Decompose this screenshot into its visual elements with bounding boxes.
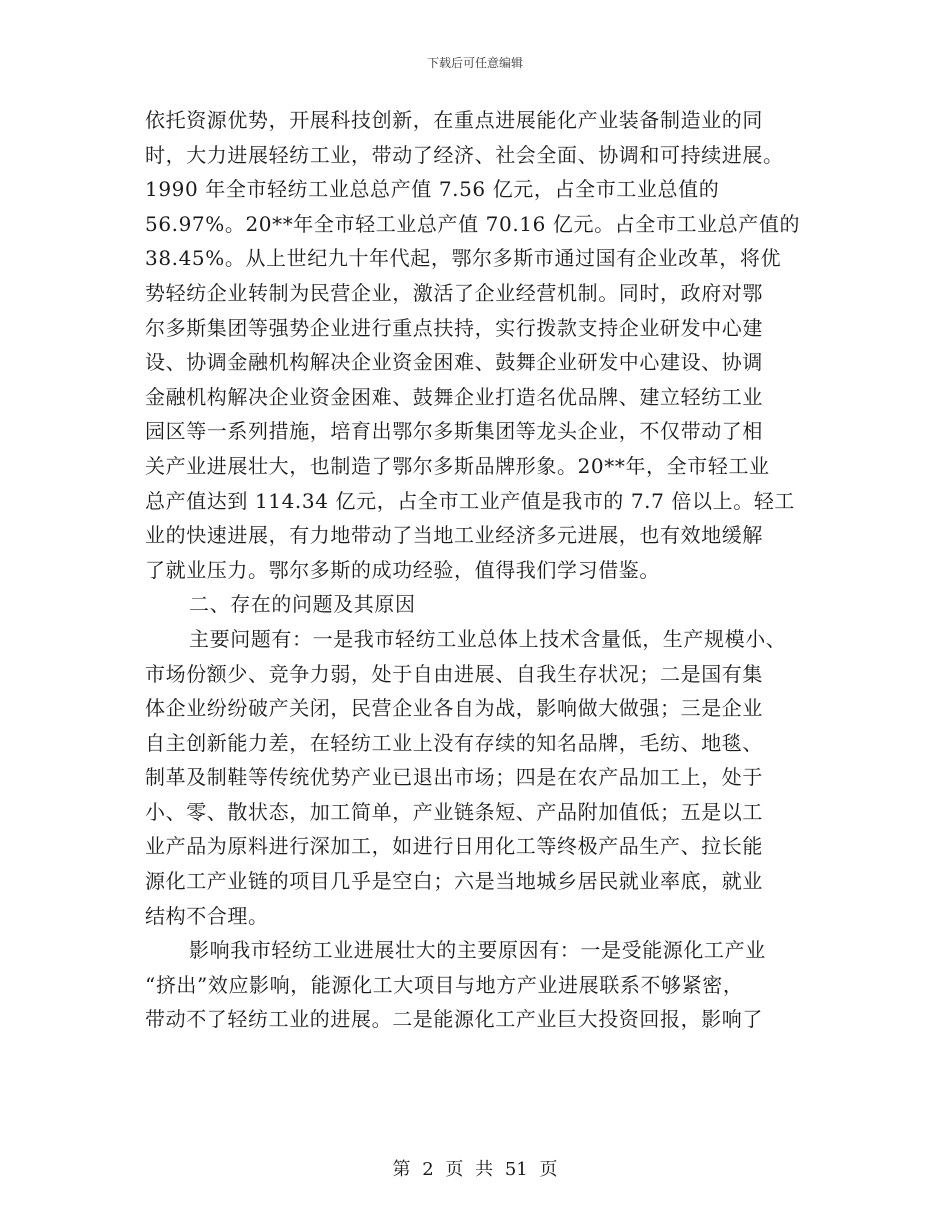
text-line: 制革及制鞋等传统优势产业已退出市场；四是在农产品加工上，处于 <box>145 765 763 790</box>
text-line: 56.97%。20**年全市轻工业总产值 70.16 亿元。占全市工业总产值的 <box>145 211 801 236</box>
text-line: 依托资源优势，开展科技创新，在重点进展能化产业装备制造业的同 <box>145 108 763 132</box>
text-line: 园区等一系列措施，培育出鄂尔多斯集团等龙头企业，不仅带动了相 <box>145 419 763 444</box>
text-line: 1990 年全市轻纺工业总总产值 7.56 亿元，占全市工业总值的 <box>145 177 720 202</box>
text-line: 结构不合理。 <box>145 903 269 928</box>
text-line: 总产值达到 114.34 亿元，占全市工业产值是我市的 7.7 倍以上。轻工 <box>145 488 796 513</box>
document-body <box>145 103 805 1037</box>
paragraph-start-line: 影响我市轻纺工业进展壮大的主要原因有：一是受能源化工产业 <box>189 938 766 963</box>
text-line: 设、协调金融机构解决企业资金困难、鼓舞企业研发中心建设、协调 <box>145 350 763 375</box>
page-header: 下载后可任意编辑 <box>426 56 523 70</box>
text-line: 业的快速进展，有力地带动了当地工业经济多元进展，也有效地缓解 <box>145 523 763 548</box>
text-line: 自主创新能力差，在轻纺工业上没有存续的知名品牌，毛纺、地毯、 <box>145 730 763 755</box>
text-line: 小、零、散状态，加工简单，产业链条短、产品附加值低；五是以工 <box>145 799 763 824</box>
text-line: 38.45%。从上世纪九十年代起，鄂尔多斯市通过国有企业改革，将优 <box>145 246 782 271</box>
text-line: 势轻纺企业转制为民营企业，激活了企业经营机制。同时，政府对鄂 <box>145 280 763 305</box>
text-line: 时，大力进展轻纺工业，带动了经济、社会全面、协调和可持续进展。 <box>145 142 784 167</box>
text-line: 金融机构解决企业资金困难、鼓舞企业打造名优品牌、建立轻纺工业 <box>145 384 763 409</box>
text-line: 市场份额少、竞争力弱，处于自由进展、自我生存状况；二是国有集 <box>145 661 763 686</box>
text-line: 带动不了轻纺工业的进展。二是能源化工产业巨大投资回报，影响了 <box>145 1007 763 1032</box>
text-line: 源化工产业链的项目几乎是空白；六是当地城乡居民就业率底，就业 <box>145 869 763 894</box>
text-line: 关产业进展壮大，也制造了鄂尔多斯品牌形象。20**年，全市轻工业 <box>145 453 770 478</box>
text-line: 了就业压力。鄂尔多斯的成功经验，值得我们学习借鉴。 <box>145 557 660 582</box>
text-line: “挤出”效应影响，能源化工大项目与地方产业进展联系不够紧密， <box>145 972 744 997</box>
text-line: 业产品为原料进行深加工，如进行日用化工等终极产品生产、拉长能 <box>145 834 763 859</box>
page-number-footer: 第 2 页 共 51 页 <box>392 1159 558 1180</box>
paragraph-start-line: 主要问题有：一是我市轻纺工业总体上技术含量低，生产规模小、 <box>189 626 787 651</box>
section-heading: 二、存在的问题及其原因 <box>189 592 416 617</box>
text-line: 体企业纷纷破产关闭，民营企业各自为战，影响做大做强；三是企业 <box>145 696 763 721</box>
text-line: 尔多斯集团等强势企业进行重点扶持，实行拨款支持企业研发中心建 <box>145 315 763 340</box>
